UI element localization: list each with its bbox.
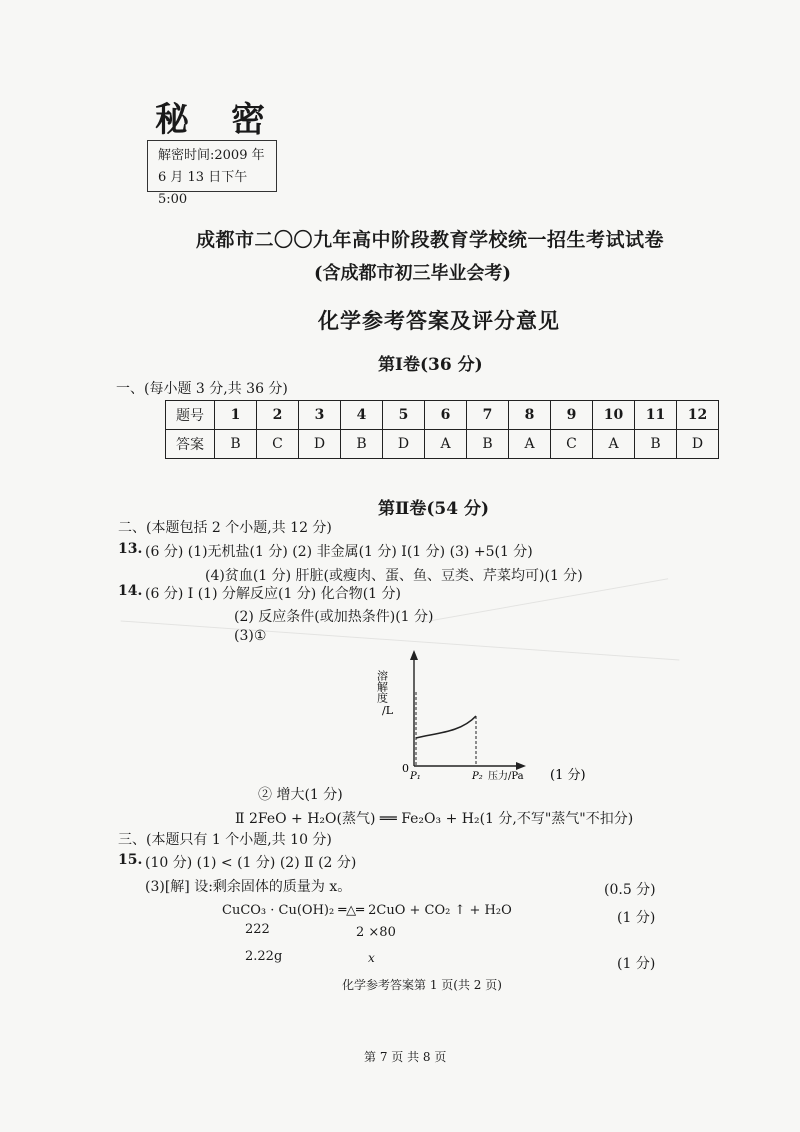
y-axis-arrow [410, 650, 418, 660]
q15-value: 2 ×80 [356, 925, 396, 940]
question-number: 15. [118, 852, 143, 868]
answer-cell: A [425, 430, 467, 459]
table-row [166, 430, 719, 459]
q15-value: 222 [245, 922, 270, 937]
origin-label: 0 [402, 762, 409, 775]
q15-value: x [368, 951, 375, 965]
question-number: 10 [593, 401, 635, 430]
section2-label: 二、(本题包括 2 个小题,共 12 分) [118, 520, 332, 536]
exam-subtitle: (含成都市初三毕业会考) [314, 263, 512, 284]
volume2-heading: 第Ⅱ卷(54 分) [378, 499, 489, 519]
question-number: 14. [118, 583, 143, 599]
answer-table [165, 400, 719, 459]
q15-equation: CuCO₃ · Cu(OH)₂ ═△═ 2CuO + CO₂ ↑ + H₂O [222, 903, 512, 918]
q13-answer-line: (6 分) (1)无机盐(1 分) (2) 非金属(1 分) I(1 分) (3) +5(1 分) [145, 544, 533, 560]
question-number: 12 [677, 401, 719, 430]
chart-score: (1 分) [550, 768, 586, 783]
answer-cell: B [341, 430, 383, 459]
row-header: 题号 [166, 401, 215, 430]
section3-label: 三、(本题只有 1 个小题,共 10 分) [118, 832, 332, 848]
declassification-box [147, 140, 277, 207]
question-number: 2 [257, 401, 299, 430]
row-header: 答案 [166, 430, 215, 459]
y-axis-label [376, 669, 394, 717]
p1-label: P₁ [410, 771, 421, 782]
volume1-heading: 第Ⅰ卷(36 分) [378, 355, 483, 375]
question-number: 7 [467, 401, 509, 430]
q13-answer-line: (4)贫血(1 分) 肝脏(或瘦肉、蛋、鱼、豆类、芹菜均可)(1 分) [205, 568, 583, 584]
secret-char: 秘 [155, 100, 193, 140]
answer-cell: B [635, 430, 677, 459]
y-axis-unit: /L [382, 704, 394, 717]
document-title: 化学参考答案及评分意见 [318, 308, 560, 333]
q14-answer-line: (6 分) Ⅰ (1) 分解反应(1 分) 化合物(1 分) [145, 586, 402, 602]
answer-cell: D [299, 430, 341, 459]
q14-answer-line: ② 增大(1 分) [258, 787, 343, 803]
q15-answer-line: (3)[解] 设:剩余固体的质量为 x。 [145, 879, 352, 895]
q14-answer-line: (3)① [234, 628, 267, 644]
question-number: 1 [215, 401, 257, 430]
secret-stamp [155, 92, 269, 141]
q15-answer-line: (10 分) (1) < (1 分) (2) Ⅱ (2 分) [145, 855, 357, 871]
answer-cell: B [467, 430, 509, 459]
inner-page-footer: 化学参考答案第 1 页(共 2 页) [342, 978, 502, 992]
exam-title: 成都市二〇〇九年高中阶段教育学校统一招生考试试卷 [196, 229, 665, 251]
question-number: 8 [509, 401, 551, 430]
q14-answer-line: (2) 反应条件(或加热条件)(1 分) [234, 609, 434, 625]
table-row [166, 401, 719, 430]
declass-line: 6 月 13 日下午 5:00 [158, 170, 248, 207]
question-number: 3 [299, 401, 341, 430]
q15-value: 2.22g [245, 949, 283, 964]
q14-equation: Ⅱ 2FeO + H₂O(蒸气) ══ Fe₂O₃ + H₂(1 分,不写"蒸气"不扣分) [235, 811, 634, 827]
y-axis-label-text: 溶解度 [375, 670, 389, 703]
p2-label: P₂ [472, 771, 483, 782]
question-number: 11 [635, 401, 677, 430]
score-mark: (1 分) [617, 956, 656, 972]
answer-cell: B [215, 430, 257, 459]
question-number: 6 [425, 401, 467, 430]
answer-cell: C [551, 430, 593, 459]
declass-line: 解密时间:2009 年 [158, 148, 265, 163]
solubility-curve [416, 716, 476, 738]
answer-cell: A [509, 430, 551, 459]
answer-cell: D [677, 430, 719, 459]
x-axis-arrow [516, 762, 526, 770]
question-number: 4 [341, 401, 383, 430]
section1-label: 一、(每小题 3 分,共 36 分) [116, 381, 288, 397]
question-number: 9 [551, 401, 593, 430]
answer-cell: D [383, 430, 425, 459]
secret-char: 密 [231, 100, 269, 140]
x-axis-label: 压力/Pa [488, 771, 524, 782]
outer-page-footer: 第 7 页 共 8 页 [364, 1050, 447, 1064]
answer-cell: A [593, 430, 635, 459]
question-number: 5 [383, 401, 425, 430]
answer-cell: C [257, 430, 299, 459]
question-number: 13. [118, 541, 143, 557]
score-mark: (0.5 分) [604, 882, 656, 898]
score-mark: (1 分) [617, 910, 656, 926]
solubility-pressure-graph [375, 648, 610, 786]
